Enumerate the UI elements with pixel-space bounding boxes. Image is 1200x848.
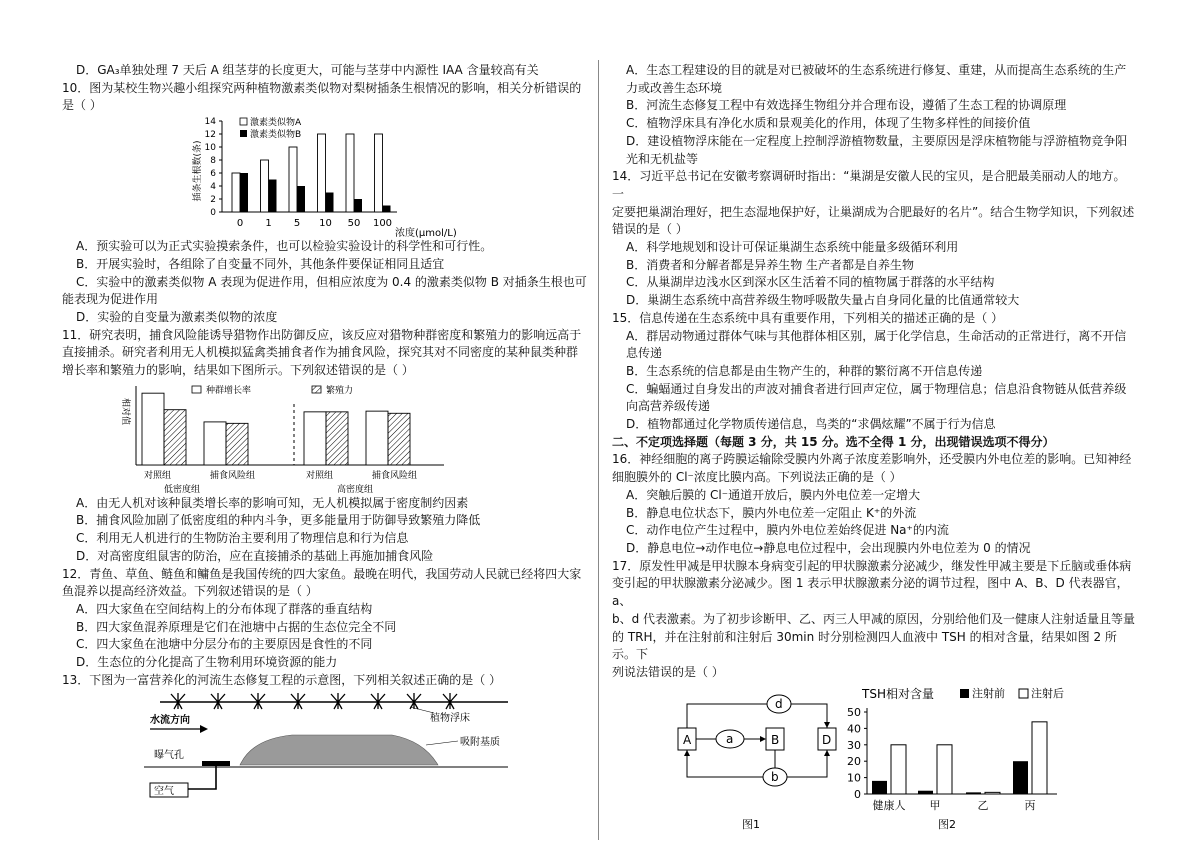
predation-chart-ylabel: 相对值	[120, 397, 130, 425]
q16-option-d: D．静息电位→动作电位→静息电位过程中，会出现膜内外电位差为 0 的情况	[626, 540, 1031, 555]
tsh-before-bar	[966, 792, 981, 794]
figure1-caption: 图1	[742, 817, 760, 831]
q11-option-c: C．利用无人机进行的生物防治主要利用了物理信息和行为信息	[76, 531, 409, 546]
hormone-a-label: a	[726, 731, 734, 746]
q10-figure	[62, 115, 588, 238]
floating-plant-icon	[291, 693, 305, 709]
q14-stem-cont2: 错误的是（ ）	[612, 222, 688, 237]
rooting-bar-b	[354, 199, 362, 212]
rooting-bar-a	[318, 134, 326, 212]
q16-stem: 16．神经细胞的离子跨膜运输除受膜内外离子浓度差影响外，还受膜内外电位差的影响。已知神经	[612, 452, 1132, 467]
fertility-bar	[164, 409, 186, 464]
tsh-before-bar	[872, 780, 887, 793]
rooting-ytick-label: 6	[210, 169, 216, 180]
legend-growth-swatch	[192, 386, 201, 393]
q16-option-a: A．突触后膜的 Cl⁻通道开放后，膜内外电位差一定增大	[626, 487, 921, 502]
q12-option-b: B．四大家鱼混养原理是它们在池塘中占据的生态位完全不同	[76, 619, 397, 634]
rooting-bar-b	[326, 193, 334, 213]
q11-option-b: B．捕食风险加剧了低密度组的种内斗争，更多能量用于防御导致繁殖力降低	[76, 513, 481, 528]
tsh-after-bar	[891, 744, 906, 793]
thyroid-figures	[612, 682, 1137, 832]
q14-stem: 14．习近平总书记在安徽考察调研时指出：“巢湖是安徽人民的宝贝，是合肥最美丽动人的地方。一	[612, 169, 1126, 201]
organ-d-label: D	[822, 732, 832, 747]
rooting-xtick-label: 1	[265, 218, 272, 230]
predation-category-label: 捕食风险组	[210, 470, 256, 481]
q11-option-a: A．由无人机对该种鼠类增长率的影响可知，无人机模拟属于密度制约因素	[76, 495, 469, 510]
q11-figure	[62, 380, 588, 495]
q12-option-c: C．四大家鱼在池塘中分层分布的主要原因是食性的不同	[76, 637, 373, 652]
tsh-category-label: 丙	[1024, 798, 1036, 812]
flow-direction-label: 水流方向	[150, 715, 190, 727]
before-label: 注射前	[972, 686, 1005, 700]
tsh-ytick-label: 40	[847, 722, 861, 736]
after-swatch	[1019, 689, 1028, 698]
q16-option-b: B．静息电位状态下，膜内外电位差一定阻止 K⁺的外流	[626, 505, 917, 520]
q14-option-a: A．科学地规划和设计可保证巢湖生态系统中能量多级循环利用	[626, 240, 959, 255]
organ-a-label: A	[683, 732, 692, 747]
q13-option-b: B．河流生态修复工程中有效选择生物组分并合理布设，遵循了生态工程的协调原理	[626, 98, 1067, 113]
q15-stem: 15．信息传递在生态系统中具有重要作用，下列相关的描述正确的是（ ）	[612, 310, 1004, 325]
legend-fertility-swatch	[312, 386, 321, 393]
section-2-heading: 二、不定项选择题（每题 3 分，共 15 分。选不全得 1 分，出现错误选项不得分）	[612, 434, 1055, 449]
tsh-after-bar	[937, 744, 952, 793]
absorb-substrate	[240, 735, 438, 765]
q13-option-d: D．建设植物浮床能在一定程度上控制浮游植物数量，主要原因是浮床植物能与浮游植物竞争阳	[626, 133, 1128, 148]
rooting-chart-ylabel: 插条生根数(条)	[193, 140, 203, 202]
rooting-ytick-label: 10	[204, 143, 216, 154]
growth-rate-bar	[142, 393, 164, 465]
before-swatch	[960, 689, 969, 698]
legend-b-label: 激素类似物B	[250, 130, 302, 141]
rooting-ytick-label: 0	[210, 208, 216, 219]
river-restoration-diagram	[62, 689, 588, 799]
vent-hole	[202, 761, 230, 766]
low-density-label: 低密度组	[164, 484, 201, 495]
fertility-bar	[226, 423, 248, 465]
growth-rate-bar	[366, 411, 388, 465]
q14-option-c: C．从巢湖岸边浅水区到深水区生活着不同的植物属于群落的水平结构	[626, 275, 995, 290]
rooting-ytick-label: 4	[210, 182, 216, 193]
q17-stem-cont: 变引起的甲状腺激素分泌减少。图 1 表示甲状腺激素分泌的调节过程，图中 A、B、D 代表器官，a、	[612, 576, 1129, 609]
tsh-category-label: 健康人	[872, 798, 906, 812]
q12-option-d: D．生态位的分化提高了生物利用环境资源的能力	[76, 655, 338, 670]
q15-option-a: A．群居动物通过群体气味与其他群体相区别，属于化学信息，生命活动的正常进行，离不开信	[626, 328, 1127, 343]
q17-stem: 17．原发性甲减是甲状腺本身病变引起的甲状腺激素分泌减少，继发性甲减主要是下丘脑或垂体病	[612, 558, 1132, 573]
growth-rate-bar	[304, 412, 326, 465]
rooting-bar-b	[383, 206, 391, 213]
rooting-bar-b	[240, 173, 248, 212]
q11-stem-cont2: 增长率和繁殖力的影响，结果如下图所示。下列叙述错误的是（ ）	[62, 363, 414, 378]
tsh-category-label: 乙	[977, 798, 989, 812]
q10-option-d: D．实验的自变量为激素类似物的浓度	[76, 309, 278, 324]
rooting-xtick-label: 0	[236, 218, 244, 230]
fertility-bar	[388, 413, 410, 465]
legend-a-label: 激素类似物A	[250, 118, 302, 129]
q17-stem-cont4: 列说法错误的是（ ）	[612, 664, 724, 679]
q10-option-c: C．实验中的激素类似物 A 表现为促进作用，但相应浓度为 0.4 的激素类似物 B 对插条生根也可	[76, 274, 587, 289]
floating-plant-icon	[171, 693, 185, 709]
rooting-xtick-label: 10	[319, 218, 332, 230]
legend-b-swatch	[240, 130, 247, 137]
q12-stem-cont: 鱼混养以提高经济效益。下列叙述错误的是（ ）	[62, 584, 318, 599]
legend-fertility-label: 繁殖力	[326, 385, 354, 396]
tsh-ytick-label: 0	[854, 787, 861, 801]
rooting-bar-a	[346, 134, 354, 212]
tsh-before-bar	[918, 790, 933, 793]
q9-option-d: D．GA₃单独处理 7 天后 A 组茎芽的长度更大，可能与茎芽中内源性 IAA 含量较高有关	[76, 63, 539, 77]
figure2-caption: 图2	[938, 817, 956, 831]
predation-risk-bar-chart	[62, 380, 588, 495]
q13-option-a: A．生态工程建设的目的就是对已被破坏的生态系统进行修复、重建，从而提高生态系统的生产	[626, 63, 1127, 77]
q10-option-c-cont: 能表现为促进作用	[62, 292, 159, 307]
absorb-label: 吸附基质	[460, 737, 500, 749]
rooting-bar-a	[232, 173, 240, 212]
high-density-label: 高密度组	[337, 484, 374, 495]
rooting-xtick-label: 100	[372, 218, 393, 230]
flow-arrowhead	[200, 725, 208, 733]
q13-option-d-cont: 光和无机盐等	[626, 151, 699, 166]
q14-stem-cont: 定要把巢湖治理好，把生态湿地保护好，让巢湖成为合肥最好的名片”。结合生物学知识，下列叙述	[612, 204, 1135, 219]
fertility-bar	[326, 412, 348, 465]
floating-plant-icon	[331, 693, 345, 709]
predation-category-label: 捕食风险组	[372, 470, 418, 481]
tsh-after-bar	[985, 792, 1000, 794]
rooting-ytick-label: 14	[204, 117, 216, 128]
tsh-after-bar	[1032, 721, 1047, 793]
hormone-b-label: b	[771, 769, 779, 784]
floating-plant-icon	[407, 693, 421, 709]
q17-stem-cont2: b、d 代表激素。为了初步诊断甲、乙、丙三人甲减的原因，分别给他们及一健康人注射适量且等量	[612, 611, 1136, 626]
q14-option-d: D．巢湖生态系统中高营养级生物呼吸散失量占自身同化量的比值通常较大	[626, 293, 1020, 308]
tsh-category-label: 甲	[929, 798, 941, 812]
figure2-title: TSH相对含量	[862, 686, 934, 701]
legend-growth-label: 种群增长率	[206, 385, 252, 396]
rooting-ytick-label: 8	[210, 156, 216, 167]
floating-plant-icon	[371, 693, 385, 709]
q10-stem-cont: 是（ ）	[62, 98, 102, 113]
rooting-bar-a	[289, 147, 297, 212]
rooting-ytick-label: 12	[204, 130, 216, 141]
legend-a-swatch	[240, 118, 247, 125]
growth-rate-bar	[204, 422, 226, 465]
after-label: 注射后	[1031, 686, 1064, 700]
q15-option-c: C．蝙蝠通过自身发出的声波对捕食者进行回声定位，属于物理信息；信息沿食物链从低营养级	[626, 381, 1127, 396]
q13-stem: 13．下图为一富营养化的河流生态修复工程的示意图，下列相关叙述正确的是（ ）	[62, 672, 502, 687]
rooting-bar-b	[269, 180, 277, 213]
rooting-bar-b	[297, 186, 305, 212]
rooting-xtick-label: 5	[293, 218, 301, 230]
tsh-ytick-label: 20	[847, 754, 861, 768]
floating-plant-icon	[211, 693, 225, 709]
rooting-bar-a	[375, 134, 383, 212]
q11-stem-cont: 直接捕杀。研究者利用无人机模拟猛禽类捕食者作为捕食风险，探究其对不同密度的某种鼠类种群	[62, 345, 579, 360]
q17-stem-cont3: 的 TRH，并在注射前和注射后 30min 时分别检测四人血液中 TSH 的相对含量，结果如图 2 所示。下	[612, 629, 1117, 662]
rooting-ytick-label: 2	[210, 195, 216, 206]
rooting-bar-chart	[62, 115, 588, 238]
hormone-d-label: d	[775, 696, 783, 711]
column-divider	[598, 60, 599, 840]
floating-plant-icon	[443, 693, 457, 709]
q16-option-c: C．动作电位产生过程中，膜内外电位差始终促进 Na⁺的内流	[626, 523, 949, 538]
predation-category-label: 对照组	[306, 470, 334, 481]
left-column	[62, 62, 588, 799]
q10-option-a: A．预实验可以为正式实验摸索条件，也可以检验实验设计的科学性和可行性。	[76, 239, 493, 254]
vent-label: 曝气孔	[154, 750, 184, 762]
q14-option-b: B．消费者和分解者都是异养生物 生产者都是自养生物	[626, 257, 915, 272]
q15-option-a-cont: 息传递	[626, 346, 663, 361]
q15-option-c-cont: 向高营养级传递	[626, 399, 711, 414]
tsh-ytick-label: 50	[847, 705, 861, 719]
tsh-ytick-label: 10	[847, 771, 861, 785]
organ-b-label: B	[771, 732, 780, 747]
q10-option-b: B．开展实验时，各组除了自变量不同外，其他条件要保证相同且适宜	[76, 256, 445, 271]
air-label: 空气	[154, 786, 174, 798]
right-column	[612, 62, 1137, 832]
q13-figure	[62, 689, 588, 799]
q16-stem-cont: 细胞膜外的 Cl⁻浓度比膜内高。下列说法正确的是（ ）	[612, 470, 902, 485]
q13-option-c: C．植物浮床具有净化水质和景观美化的作用，体现了生物多样性的间接价值	[626, 116, 1031, 131]
tsh-ytick-label: 30	[847, 738, 861, 752]
rooting-xtick-label: 50	[347, 218, 361, 230]
float-bed-label: 植物浮床	[430, 713, 470, 725]
q11-option-d: D．对高密度组鼠害的防治，应在直接捕杀的基础上再施加捕食风险	[76, 548, 434, 563]
q11-stem: 11．研究表明，捕食风险能诱导猎物作出防御反应，该反应对猎物种群密度和繁殖力的影响远高于	[62, 327, 582, 342]
q12-option-a: A．四大家鱼在空间结构上的分布体现了群落的垂直结构	[76, 601, 373, 616]
q15-option-d: D．植物都通过化学物质传递信息，鸟类的“求偶炫耀”不属于行为信息	[626, 417, 996, 432]
rooting-bar-a	[261, 160, 269, 212]
predation-category-label: 对照组	[144, 470, 172, 481]
tsh-before-bar	[1013, 761, 1028, 794]
q10-stem: 10．图为某校生物兴趣小组探究两种植物激素类似物对梨树插条生根情况的影响，相关分析错误的	[62, 80, 582, 95]
q12-stem: 12．青鱼、草鱼、鲢鱼和鳙鱼是我国传统的四大家鱼。最晚在明代，我国劳动人民就已经将四大家	[62, 566, 582, 581]
q13-option-a-cont: 力或改善生态环境	[626, 80, 723, 95]
rooting-chart-xlabel: 浓度(μmol/L)	[395, 228, 457, 239]
q17-figures	[612, 682, 1137, 832]
air-pipe	[188, 766, 216, 789]
q15-option-b: B．生态系统的信息都是由生物产生的，种群的繁衍离不开信息传递	[626, 363, 983, 378]
floating-plant-icon	[251, 693, 265, 709]
